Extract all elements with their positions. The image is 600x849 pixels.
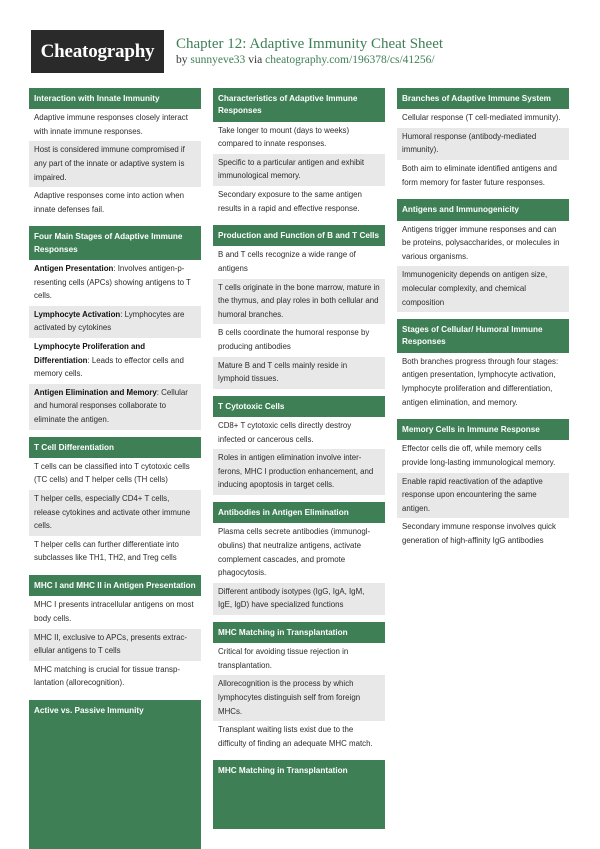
section-row: [213, 643, 385, 675]
section-row: [213, 279, 385, 325]
section-row: [29, 338, 201, 384]
section-body: [397, 353, 569, 412]
row-text: B cells coordinate the humoral response by producing antibodies: [218, 328, 370, 352]
section: [29, 88, 201, 219]
section-row: [29, 536, 201, 568]
section-row: [29, 141, 201, 187]
row-text: MHC II, exclusive to APCs, presents extrac-ellular antigens to T cells: [34, 632, 188, 656]
row-text: Adaptive immune responses closely interact with innate immune responses.: [34, 113, 188, 136]
section-row: [213, 721, 385, 753]
row-text: : Cellular and humoral responses collaborate to eliminate the antigen.: [34, 387, 188, 424]
section-body: [397, 221, 569, 313]
section-row: [213, 449, 385, 495]
section: [213, 88, 385, 218]
section-row: [397, 128, 569, 160]
section-title: Antigens and Immunogenicity: [397, 199, 569, 220]
row-text: Plasma cells secrete antibodies (immunogl-obulins) that neutralize antigens, activate complement cascades, and promote phagocytosis.: [218, 527, 371, 578]
section-row: [213, 523, 385, 582]
section-body: [213, 246, 385, 388]
section: [29, 226, 201, 429]
row-text: T helper cells, especially CD4+ T cells, release cytokines and activate other immune cells.: [34, 494, 191, 531]
section-row: [213, 246, 385, 278]
section-row: [29, 458, 201, 490]
row-text: Both branches progress through four stages: antigen presentation, lymphocyte activation, lymphocyte proliferation and differentiation, antigen elimination, and memory.: [402, 356, 559, 407]
section-row: [213, 675, 385, 721]
column-2: [213, 88, 385, 836]
page-title: Chapter 12: Adaptive Immunity Cheat Sheet: [176, 36, 444, 52]
row-text: Roles in antigen elimination involve inter-ferons, MHC I production enhancement, and inducing apoptosis in target cells.: [218, 453, 374, 490]
section-title: Stages of Cellular/ Humoral Immune Responses: [397, 319, 569, 353]
section-row: [29, 384, 201, 430]
section: [397, 319, 569, 412]
row-text: Immunogenicity depends on antigen size, molecular complexity, and chemical composition: [402, 270, 548, 307]
section-body: [397, 109, 569, 192]
section-row: [397, 473, 569, 519]
section: [29, 575, 201, 693]
section-title: Interaction with Innate Immunity: [29, 88, 201, 109]
row-text: : Lymphocytes are activated by cytokines: [34, 309, 185, 333]
section-row: [397, 353, 569, 412]
row-text: CD8+ T cytotoxic cells directly destroy infected or cancerous cells.: [218, 421, 352, 444]
section-title: Production and Function of B and T Cells: [213, 225, 385, 246]
section-title: Antibodies in Antigen Elimination: [213, 502, 385, 523]
section-body: [397, 440, 569, 550]
section-title: T Cytotoxic Cells: [213, 396, 385, 417]
section-row: [29, 306, 201, 338]
section-row: [397, 440, 569, 472]
row-text: Transplant waiting lists exist due to the difficulty of finding an adequate MHC match.: [218, 725, 373, 748]
section: [213, 225, 385, 389]
section-body: [213, 643, 385, 753]
section-row: [29, 187, 201, 219]
section: [397, 419, 569, 550]
section-body: [29, 109, 201, 219]
byline-via: via: [245, 54, 266, 66]
section-row: [397, 221, 569, 267]
section-row: [397, 518, 569, 550]
section-body: [213, 523, 385, 615]
row-text: Secondary exposure to the same antigen results in a rapid and effective response.: [218, 189, 362, 213]
row-text: MHC matching is crucial for tissue transp-lantation (allorecognition).: [34, 664, 181, 688]
section-body: [29, 596, 201, 693]
section-empty-body: [29, 721, 201, 849]
column-1: [29, 88, 201, 849]
section-title: Characteristics of Adaptive Immune Responses: [213, 88, 385, 122]
section-row: [213, 154, 385, 186]
row-text: T cells originate in the bone marrow, mature in the thymus, and play roles in both cellular and humoral branches.: [218, 282, 380, 319]
row-text: Both aim to eliminate identified antigens and form memory for faster future responses.: [402, 164, 557, 187]
row-text: Take longer to mount (days to weeks) compared to innate responses.: [218, 125, 350, 149]
row-text: Secondary immune response involves quick generation of high-affinity IgG antibodies: [402, 522, 556, 545]
byline: [176, 54, 435, 66]
row-term: Antigen Elimination and Memory: [34, 387, 157, 397]
section-row: [397, 160, 569, 192]
section-row: [213, 357, 385, 389]
section: [397, 199, 569, 312]
section: [213, 502, 385, 615]
section-row: [213, 186, 385, 218]
row-text: Humoral response (antibody-mediated immunity).: [402, 131, 537, 155]
section: [213, 396, 385, 495]
section-title: MHC Matching in Transplantation: [213, 760, 385, 781]
section-row: [29, 661, 201, 693]
section: [29, 437, 201, 568]
row-text: Allorecognition is the process by which lymphocytes distinguish self from foreign MHCs.: [218, 679, 361, 716]
row-text: Critical for avoiding tissue rejection in transplantation.: [218, 647, 349, 670]
row-text: : Involves antigen-p-resenting cells (APCs) showing antigens to T cells.: [34, 264, 191, 301]
section-body: [213, 417, 385, 495]
section-row: [29, 260, 201, 306]
row-text: Different antibody isotypes (IgG, IgA, IgM, IgE, IgD) have specialized functions: [218, 586, 365, 610]
section: [213, 622, 385, 753]
row-text: Mature B and T cells mainly reside in lymphoid tissues.: [218, 360, 348, 384]
section-title: Four Main Stages of Adaptive Immune Responses: [29, 226, 201, 260]
section-row: [213, 417, 385, 449]
sheet-url-link[interactable]: cheatography.com/196378/cs/41256/: [265, 54, 435, 66]
row-term: Lymphocyte Activation: [34, 309, 121, 319]
row-text: Host is considered immune compromised if any part of the innate or adaptive system is impaired.: [34, 145, 185, 182]
section-title: Memory Cells in Immune Response: [397, 419, 569, 440]
row-text: B and T cells recognize a wide range of antigens: [218, 250, 356, 274]
byline-prefix: by: [176, 54, 191, 66]
section-row: [29, 629, 201, 661]
row-text: Enable rapid reactivation of the adaptive response upon encountering the same antigen.: [402, 476, 543, 513]
section-row: [397, 109, 569, 128]
row-text: T cells can be classified into T cytotoxic cells (TC cells) and T helper cells (TH cells): [34, 461, 190, 485]
row-text: Adaptive responses come into action when innate defenses fail.: [34, 191, 185, 214]
section-row: [213, 122, 385, 154]
column-3: [397, 88, 569, 558]
section-body: [29, 458, 201, 568]
section-body: [213, 122, 385, 219]
row-term: Antigen Presentation: [34, 264, 114, 274]
author-link[interactable]: sunnyeve33: [190, 54, 246, 66]
row-text: T helper cells can further differentiate into subclasses like TH1, TH2, and Treg cells: [34, 539, 179, 563]
section: [29, 700, 201, 849]
section-row: [29, 490, 201, 536]
row-text: Cellular response (T cell-mediated immunity).: [402, 113, 561, 123]
section-row: [29, 596, 201, 628]
section-row: [29, 109, 201, 141]
section-empty-body: [213, 782, 385, 829]
section-row: [397, 266, 569, 312]
row-term: Lymphocyte Proliferation and Differentiation: [34, 342, 146, 365]
section-title: T Cell Differentiation: [29, 437, 201, 458]
section-title: Branches of Adaptive Immune System: [397, 88, 569, 109]
row-text: Specific to a particular antigen and exhibit immunological memory.: [218, 157, 365, 181]
section-title: MHC Matching in Transplantation: [213, 622, 385, 643]
section-row: [213, 583, 385, 615]
section: [213, 760, 385, 828]
section-body: [29, 260, 201, 430]
row-text: : Leads to effector cells and memory cells.: [34, 355, 184, 379]
section: [397, 88, 569, 192]
row-text: MHC I presents intracellular antigens on most body cells.: [34, 600, 194, 623]
row-text: Effector cells die off, while memory cells provide long-lasting immunological memory.: [402, 444, 556, 467]
section-row: [213, 324, 385, 356]
cheatography-logo[interactable]: Cheatography: [31, 30, 164, 73]
section-title: Active vs. Passive Immunity: [29, 700, 201, 721]
row-text: Antigens trigger immune responses and can be proteins, polysaccharides, or molecules in various organisms.: [402, 224, 560, 261]
section-title: MHC I and MHC II in Antigen Presentation: [29, 575, 201, 596]
